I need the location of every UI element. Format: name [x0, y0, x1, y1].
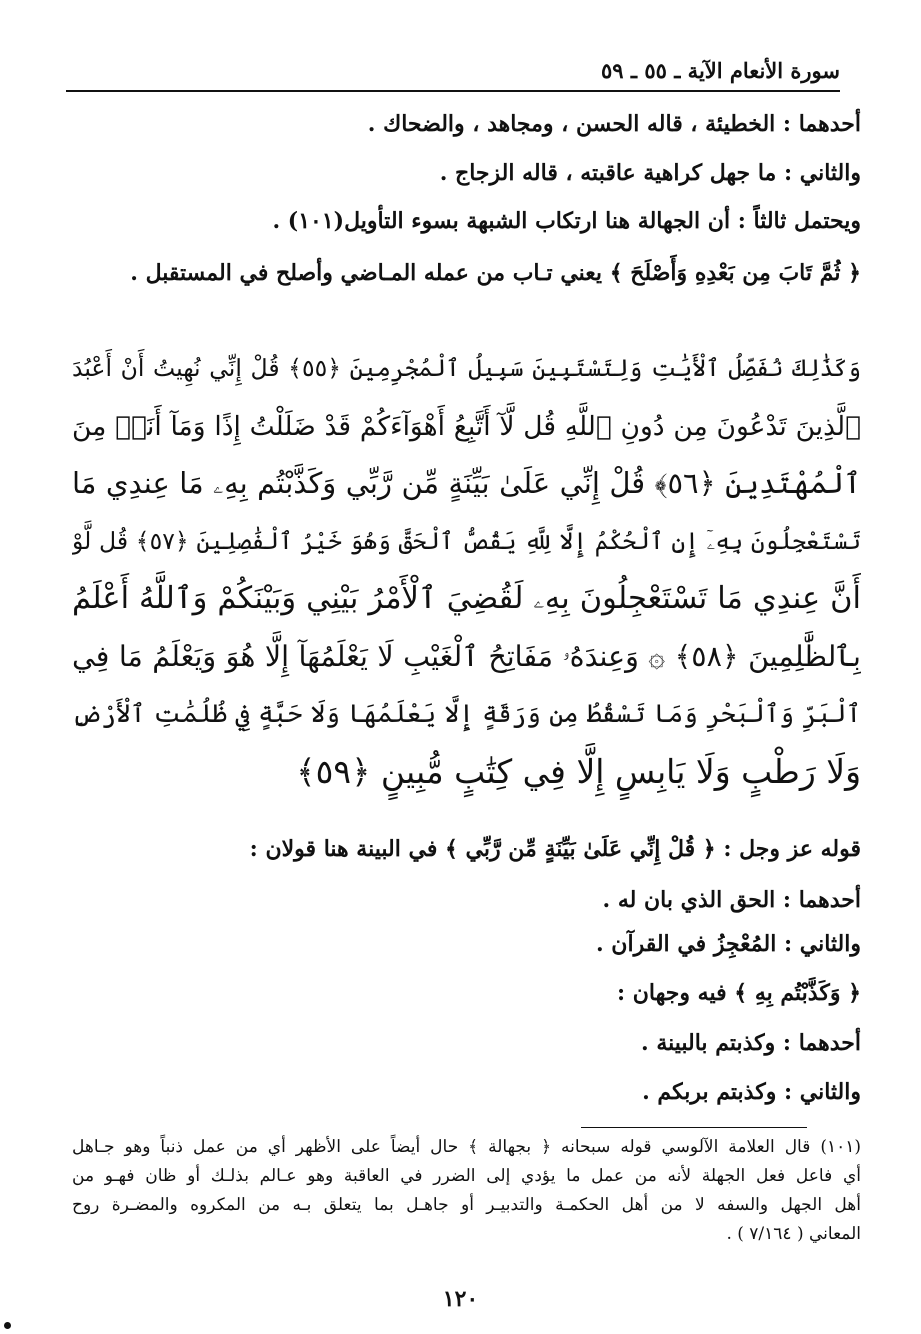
footnote-line: أي فاعل فعل الجهلة لأنه من عمل ما يؤدي إلى الضرر في العاقبة وهو عـالم بذلـك أو ظان فهـو من: [72, 1166, 861, 1186]
commentary-line: والثاني : ما جهل كراهية عاقبته ، قاله الزجاج .: [439, 160, 861, 186]
quran-verses-block: [72, 340, 861, 800]
quran-line: ٱلْمُهْتَدِينَ ﴿٥٦﴾ قُلْ إِنِّي عَلَىٰ بَيِّنَةٍ مِّن رَّبِّي وَكَذَّبْتُم بِهِۦ مَا عِندِي مَا: [72, 466, 861, 500]
quran-line: ٱلَّذِينَ تَدْعُونَ مِن دُونِ ٱللَّهِ قُل لَّآ أَتَّبِعُ أَهْوَآءَكُمْ قَدْ ضَلَلْتُ إِذًا وَمَآ أَنَا۠ مِنَ: [72, 410, 861, 442]
footnote-line: أهل الجهل والسفه لا من أهل الحكمـة والتدبيـر أو جاهـل بما يتعلق بـه من المكروه والمضـرة روح: [72, 1195, 861, 1215]
commentary-line: أحدهما : الحق الذي بان له .: [602, 887, 861, 913]
header-title: سورة الأنعام الآية ـ ٥٥ ـ ٥٩: [601, 58, 840, 83]
scan-speck: [4, 1322, 11, 1329]
commentary-line: قوله عز وجل : ﴿ قُلْ إِنِّي عَلَىٰ بَيِّنَةٍ مِّن رَّبِّي ﴾ في البينة هنا قولان :: [249, 836, 861, 862]
commentary-line: والثاني : المُعْجِزُ في القرآن .: [595, 931, 861, 957]
commentary-line: أحدهما : وكذبتم بالبينة .: [641, 1030, 861, 1056]
commentary-line: والثاني : وكذبتم بربكم .: [642, 1079, 861, 1105]
quran-line: تَسْتَعْجِلُونَ بِهِۦٓ إِنِ ٱلْحُكْمُ إِلَّا لِلَّهِ يَقُصُّ ٱلْحَقَّ وَهُوَ خَيْرُ ٱلْفَٰصِلِينَ ﴿٥٧﴾ قُل لَّوْ: [72, 526, 861, 555]
commentary-line: أحدهما : الخطيئة ، قاله الحسن ، ومجاهد ، والضحاك .: [367, 111, 861, 137]
page-number: ١٢٠: [442, 1286, 479, 1312]
footnote-block: [72, 1133, 861, 1249]
quran-line: وَلَا رَطْبٍ وَلَا يَابِسٍ إِلَّا فِي كِتَٰبٍ مُّبِينٍ ﴿٥٩﴾: [296, 751, 861, 791]
commentary-paragraph: ﴿ ثُمَّ تَابَ مِن بَعْدِهِ وَأَصْلَحَ ﴾ يعني تـاب من عمله المـاضي وأصلح في المستقبل .: [130, 260, 861, 286]
quran-line: وَكَذَٰلِكَ نُفَصِّلُ ٱلْأَيَٰتِ وَلِتَسْتَبِينَ سَبِيلُ ٱلْمُجْرِمِينَ ﴿٥٥﴾ قُلْ إِنِّي نُهِيتُ أَنْ أَعْبُدَ: [72, 354, 861, 382]
footnote-line: (١٠١) قال العلامة الآلوسي قوله سبحانه ﴿ بجهالة ﴾ حال أيضاً على الأظهر أي من عمل ذنباً وهو جـاهل: [72, 1137, 861, 1157]
running-header: [66, 56, 840, 92]
footnote-separator: [581, 1127, 807, 1128]
commentary-line: ﴿ وَكَذَّبْتُم بِهِ ﴾ فيه وجهان :: [617, 980, 861, 1006]
footnote-line: المعاني ( ٧/١٦٤ ) .: [726, 1224, 861, 1244]
commentary-line: ويحتمل ثالثاً : أن الجهالة هنا ارتكاب الشبهة بسوء التأويل(١٠١) .: [272, 208, 861, 234]
quran-line: ٱلْبَرِّ وَٱلْبَحْرِ وَمَا تَسْقُطُ مِن وَرَقَةٍ إِلَّا يَعْلَمُهَا وَلَا حَبَّةٍ فِي ظُلُمَٰتِ ٱلْأَرْضِ: [72, 699, 861, 728]
quran-line: بِٱلظَّٰلِمِينَ ﴿٥٨﴾ ۞ وَعِندَهُۥ مَفَاتِحُ ٱلْغَيْبِ لَا يَعْلَمُهَآ إِلَّا هُوَ وَيَعْلَمُ مَا فِي: [72, 639, 861, 673]
quran-line: أَنَّ عِندِي مَا تَسْتَعْجِلُونَ بِهِۦ لَقُضِيَ ٱلْأَمْرُ بَيْنِي وَبَيْنَكُمْ وَٱللَّهُ أَعْلَمُ: [72, 581, 861, 616]
